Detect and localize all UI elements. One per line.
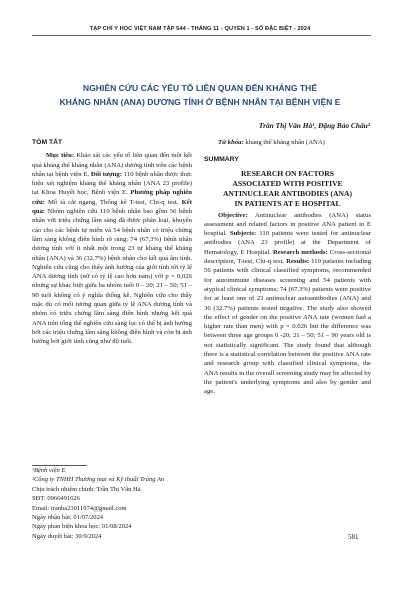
header-divider <box>32 35 371 36</box>
affiliation-2: ²Công ty TNHH Thương mại và Kỹ thuật Tràng An <box>32 476 165 484</box>
date-received: Ngày nhận bài: 01/07/2024 <box>32 514 103 522</box>
results-text-vi: Nhóm nghiên cứu 110 bệnh nhân bao gồm 56 bệnh nhân với triệu chứng lâm sàng đã được phân loại, khuyến cáo cho các bệnh tự miễn và 54 bệnh nhân có triệu chứng lâm sàng không điển hình rõ ràng; 74 (67,3%) bệnh nhân dương tính với ít nhất một trong 23 tự kháng thể kháng nhân (ANA) và 36 (32,7%) bệnh nhân cho kết quả âm tính. Nghiên cứu cũng cho thấy ảnh hưởng của giới tính tới tỷ lệ ANA dương tính (nữ có tỷ lệ cao hơn nam) với p = 0,026 nhưng sự khác biệt giữa ba nhóm tuổi 0 – 20; 21 – 50; 51 – 90 tuổi không có ý nghĩa thống kê. Nghiên cứu cho thấy mặc dù có mối tương quan giữa tỷ lệ ANA dương tính và nhóm có triệu chứng lâm sàng điển hình nhưng kết quả ANA trên tổng thể nghiên cứu sàng lọc có thể bị ảnh hưởng bởi các triệu chứng lâm sàng không điển hình và còn bị ảnh hưởng bởi giới tính cũng như độ tuổi. <box>32 208 192 346</box>
results-text-en: 110 patients including 56 patients with clinical classified symptoms, recommended for autoimmune diseases screening and 54 patients with atypical clinical symptoms; 74 (67.3%) patients were positive for at least one of 23 antinuclear autoantibodies (ANA) and 36 (32.7%) patients tested negative. The study also showed the effect of gender on the positive ANA rate (women had a higher rate than men) with p = 0.026 but the difference was between three age groups 0 -20; 21 – 50; 51 – 90 years old is not statistically significant. The study found that although there is a statistical correlation between the positive ANA rate and research group with classified clinical symptoms, the ANA results in the overall screening study may be affected by the patient's underlying symptoms and also by gender and age. <box>204 258 371 396</box>
summary-vi-heading: TÓM TẮT <box>32 139 63 146</box>
summary-en-title <box>204 169 371 209</box>
title-line-1: NGHIÊN CỨU CÁC YẾU TỐ LIÊN QUAN ĐẾN KHÁNG THỂ <box>82 83 318 93</box>
objective-text-en: Antinuclear antibodies (ANA) status assessment and related factors in positive ANA patient in E hospital. <box>204 211 371 238</box>
english-summary-column <box>204 138 371 397</box>
en-title-line-2: ASSOCIATED WITH POSITIVE <box>232 178 343 188</box>
methods-label-vi: Phương pháp nghiên cứu: <box>32 189 192 206</box>
summary-en-body <box>204 211 371 397</box>
date-accepted: Ngày duyệt bài: 30/9/2024 <box>32 532 102 540</box>
responsible-author: Chịu trách nhiệm chính: Trần Thị Vân Hà <box>32 485 141 493</box>
keywords-text-vi: kháng thể kháng nhân (ANA) <box>243 139 325 146</box>
keywords-label-vi: Từ khóa: <box>218 139 244 146</box>
email: Email: tranha23011974@gmail.com <box>32 504 127 512</box>
objective-text-vi: Khảo sát các yếu tố liên quan đến một kết quả kháng thể kháng nhân (ANA) dương tính trên các bệnh nhân tại bệnh viện E. <box>32 152 193 178</box>
summary-en-heading: SUMMARY <box>204 156 239 164</box>
article-title <box>20 82 380 109</box>
vietnamese-summary <box>32 138 192 347</box>
date-reviewed: Ngày phản biện khoa học: 01/08/2024 <box>32 523 132 531</box>
subjects-label-en: Subjects: <box>229 230 257 238</box>
subjects-label-vi: Đối tượng: <box>90 170 122 178</box>
summary-vi-body <box>32 151 192 346</box>
en-title-line-4: IN PATIENTS AT E HOSPITAL <box>234 198 341 208</box>
results-label-vi: Kết quả: <box>32 198 192 216</box>
methods-text-en: Cross-sectional description, T-test, Chi-q test. <box>204 248 372 266</box>
footnotes <box>32 466 197 541</box>
en-title-line-1: RESEARCH ON FACTORS <box>241 168 334 178</box>
results-label-en: Results: <box>286 258 310 266</box>
page-number: 581 <box>348 533 359 541</box>
keywords-vi <box>204 138 371 147</box>
subjects-text-vi: 110 bệnh nhân được thực hiện xét nghiệm kháng thể kháng nhân (ANA 23 profile) tại Khoa Huyết học, Bệnh viện E. <box>32 170 192 197</box>
phone: SĐT: 0966491626 <box>32 495 80 503</box>
objective-label-vi: Mục tiêu: <box>46 152 75 160</box>
journal-header: TẠP CHÍ Y HỌC VIỆT NAM TẬP 544 - THÁNG 11 - QUYỂN 1 - SỐ ĐẶC BIỆT - 2024 <box>89 26 311 32</box>
en-title-line-3: ANTINUCLEAR ANTIBODIES (ANA) <box>222 188 353 198</box>
objective-label-en: Objective: <box>218 211 248 219</box>
affiliation-1: ¹Bệnh viện E <box>32 467 66 474</box>
authors: Trần Thị Vân Hà¹, Đặng Bảo Châu² <box>258 121 370 130</box>
subjects-text-en: 110 patients were tested for antinuclear antibodies (ANA 23 profile) at the Department of Hematology, E Hospital. <box>204 230 371 256</box>
methods-label-en: Research methods: <box>272 248 328 256</box>
methods-text-vi: Mô tả cắt ngang, Thống kê T-test, Chi-q test. <box>44 198 182 206</box>
title-line-2: KHÁNG NHÂN (ANA) DƯƠNG TÍNH Ở BỆNH NHÂN TẠI BỆNH VIỆN E <box>59 96 341 107</box>
